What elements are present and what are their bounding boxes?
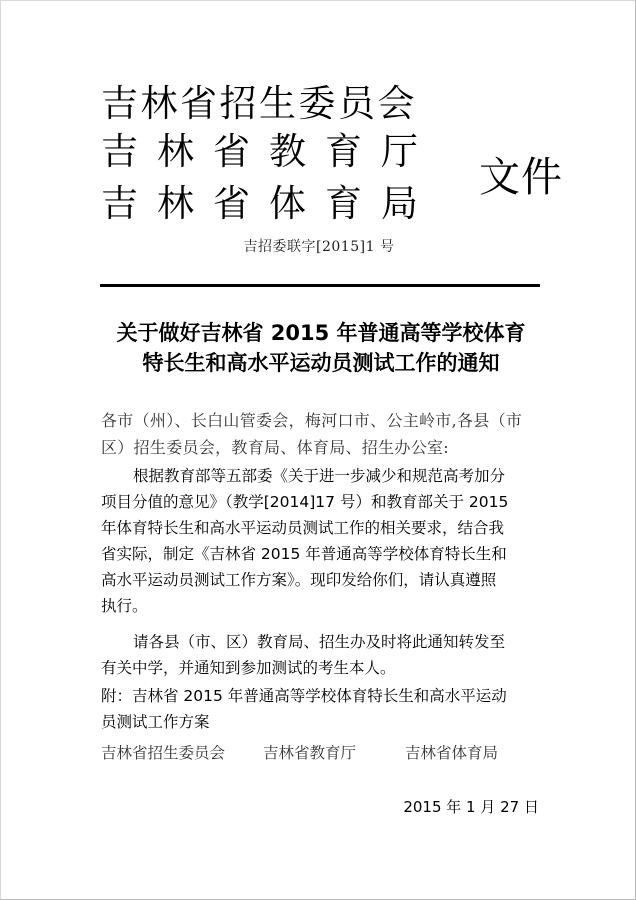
issuer-name-3: 吉林省体育局: [101, 182, 437, 225]
body-paragraph-2-line-1: 请各县（市、区）教育局、招生办及时将此通知转发至: [133, 633, 506, 651]
signature-sports-bureau: 吉林省体育局: [405, 744, 499, 762]
body-paragraph-1-line-5: 高水平运动员测试工作方案》。现印发给你们，请认真遵照: [101, 571, 497, 589]
signature-education-department: 吉林省教育厅: [263, 744, 357, 762]
document-title-line-1: 关于做好吉林省 2015 年普通高等学校体育: [116, 321, 526, 345]
attachment-line-1: 附：吉林省 2015 年普通高等学校体育特长生和高水平运动: [101, 687, 507, 705]
document-number: 吉招委联字[2015]1 号: [243, 239, 395, 255]
issuer-name-1: 吉林省招生委员会: [101, 82, 417, 125]
body-paragraph-1-line-4: 省实际，制定《吉林省 2015 年普通高等学校体育特长生和: [101, 545, 507, 563]
document-title-line-2: 特长生和高水平运动员测试工作的通知: [142, 351, 500, 375]
body-paragraph-2-line-2: 有关中学，并通知到参加测试的考生本人。: [101, 659, 396, 677]
addressee-line-1: 各市（州）、长白山管委会，梅河口市、公主岭市,各县（市: [101, 411, 523, 430]
signature-admissions-committee: 吉林省招生委员会: [101, 744, 226, 762]
body-paragraph-1-line-2: 项目分值的意见》（教学[2014]17 号）和教育部关于 2015: [101, 493, 509, 511]
body-paragraph-1-line-1: 根据教育部等五部委《关于进一步减少和规范高考加分: [133, 467, 506, 485]
issue-date: 2015 年 1 月 27 日: [403, 798, 539, 816]
body-paragraph-1-line-3: 年体育特长生和高水平运动员测试工作的相关要求，结合我: [101, 519, 505, 537]
addressee-line-2: 区）招生委员会，教育局、体育局、招生办公室:: [101, 438, 449, 457]
issuer-name-2: 吉林省教育厅: [101, 130, 437, 173]
attachment-line-2: 员测试工作方案: [101, 713, 210, 731]
document-type-label: 文件: [479, 153, 563, 201]
body-paragraph-1-line-6: 执行。: [101, 597, 148, 615]
header-divider: [100, 284, 540, 287]
